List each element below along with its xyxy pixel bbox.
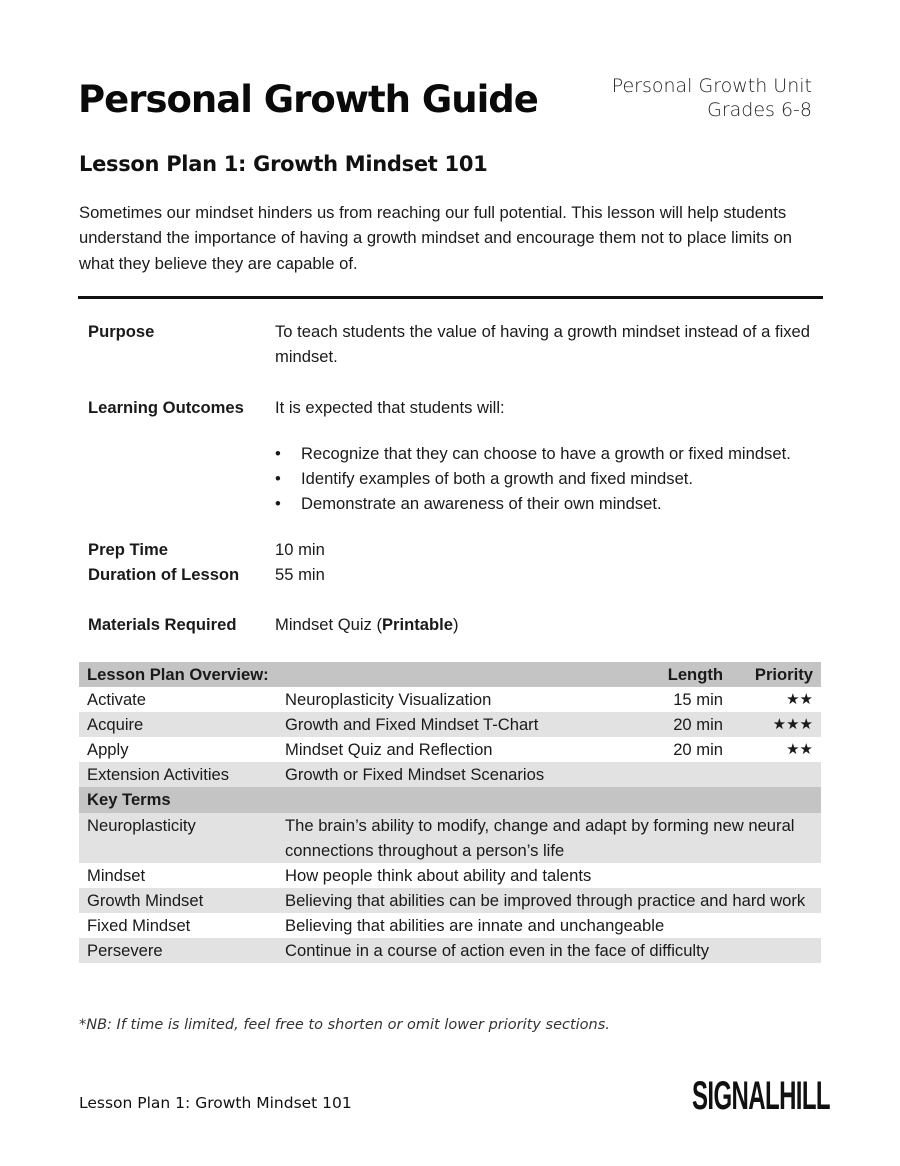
activity-cell: Neuroplasticity Visualization	[285, 690, 492, 710]
overview-row	[79, 712, 821, 737]
activity-cell: Growth and Fixed Mindset T-Chart	[285, 715, 539, 735]
overview-header-title: Lesson Plan Overview:	[87, 665, 269, 684]
outcomes-label: Learning Outcomes	[88, 398, 244, 417]
priority-stars-icon: ★★	[786, 740, 813, 759]
overview-row	[79, 737, 821, 762]
overview-header-row	[79, 662, 821, 687]
term-cell: Growth Mindset	[87, 890, 204, 910]
definition-cell: How people think about ability and talents	[285, 865, 592, 885]
phase-cell: Extension Activities	[87, 765, 230, 785]
phase-cell: Acquire	[87, 715, 144, 735]
key-term-row	[79, 913, 821, 938]
term-cell: Fixed Mindset	[87, 915, 191, 935]
unit-info	[612, 74, 812, 122]
definition-cell: The brain’s ability to modify, change and adapt by forming new neural connections throughout a person’s life	[285, 815, 795, 860]
key-term-row	[79, 863, 821, 888]
lesson-intro: Sometimes our mindset hinders us from reaching our full potential. This lesson will help students understand the importance of having a growth mindset and encourage them not to place limits on what they believe they are capable of.	[79, 203, 793, 273]
materials-suffix: )	[452, 615, 459, 634]
purpose-label: Purpose	[88, 322, 155, 341]
key-terms-header: Key Terms	[87, 790, 171, 810]
key-term-row	[79, 938, 821, 963]
definition-cell: Believing that abilities can be improved through practice and hard work	[285, 890, 806, 910]
outcome-item: • Demonstrate an awareness of their own mindset.	[275, 491, 825, 516]
term-cell: Mindset	[87, 865, 146, 885]
prep-label: Prep Time	[88, 540, 168, 559]
key-term-row	[79, 888, 821, 913]
length-cell: 20 min	[673, 740, 723, 760]
overview-row	[79, 762, 821, 787]
length-header: Length	[667, 665, 723, 684]
materials-value	[275, 612, 825, 637]
materials-item: Mindset Quiz (	[275, 615, 382, 634]
length-cell: 15 min	[673, 690, 723, 710]
guide-title: Personal Growth Guide	[78, 78, 538, 121]
term-cell: Neuroplasticity	[87, 815, 196, 835]
overview-row	[79, 687, 821, 712]
duration-label: Duration of Lesson	[88, 565, 240, 584]
section-divider	[78, 296, 823, 299]
definition-cell: Continue in a course of action even in the face of difficulty	[285, 941, 710, 961]
length-cell: 20 min	[673, 715, 723, 735]
grade-range: Grades 6-8	[707, 99, 812, 121]
phase-cell: Activate	[87, 690, 147, 710]
priority-stars-icon: ★★★	[772, 715, 813, 734]
phase-cell: Apply	[87, 740, 129, 760]
unit-name: Personal Growth Unit	[611, 75, 812, 97]
priority-header: Priority	[754, 665, 813, 684]
outcomes-intro: It is expected that students will:	[275, 398, 505, 417]
definition-cell: Believing that abilities are innate and unchangeable	[285, 915, 665, 935]
outcomes-list	[275, 441, 825, 516]
duration-value: 55 min	[275, 565, 325, 584]
lesson-overview-table	[79, 662, 821, 963]
signalhill-logo: SIGNALHILL	[692, 1074, 830, 1118]
term-cell: Persevere	[87, 941, 163, 961]
purpose-value: To teach students the value of having a growth mindset instead of a fixed mindset.	[275, 322, 811, 366]
activity-cell: Mindset Quiz and Reflection	[285, 740, 493, 760]
printable-link[interactable]: Printable	[381, 615, 453, 634]
outcome-item: • Recognize that they can choose to have a growth or fixed mindset.	[275, 441, 825, 466]
key-terms-header-row	[79, 787, 821, 812]
footer-lesson-title: Lesson Plan 1: Growth Mindset 101	[79, 1094, 352, 1112]
materials-label: Materials Required	[88, 615, 237, 634]
priority-note: *NB: If time is limited, feel free to shorten or omit lower priority sections.	[79, 1017, 610, 1033]
activity-cell: Growth or Fixed Mindset Scenarios	[285, 765, 545, 785]
key-term-row	[79, 813, 821, 863]
priority-stars-icon: ★★	[786, 690, 813, 709]
lesson-title: Lesson Plan 1: Growth Mindset 101	[79, 152, 488, 176]
prep-value: 10 min	[275, 540, 325, 559]
outcome-item: • Identify examples of both a growth and fixed mindset.	[275, 466, 825, 491]
